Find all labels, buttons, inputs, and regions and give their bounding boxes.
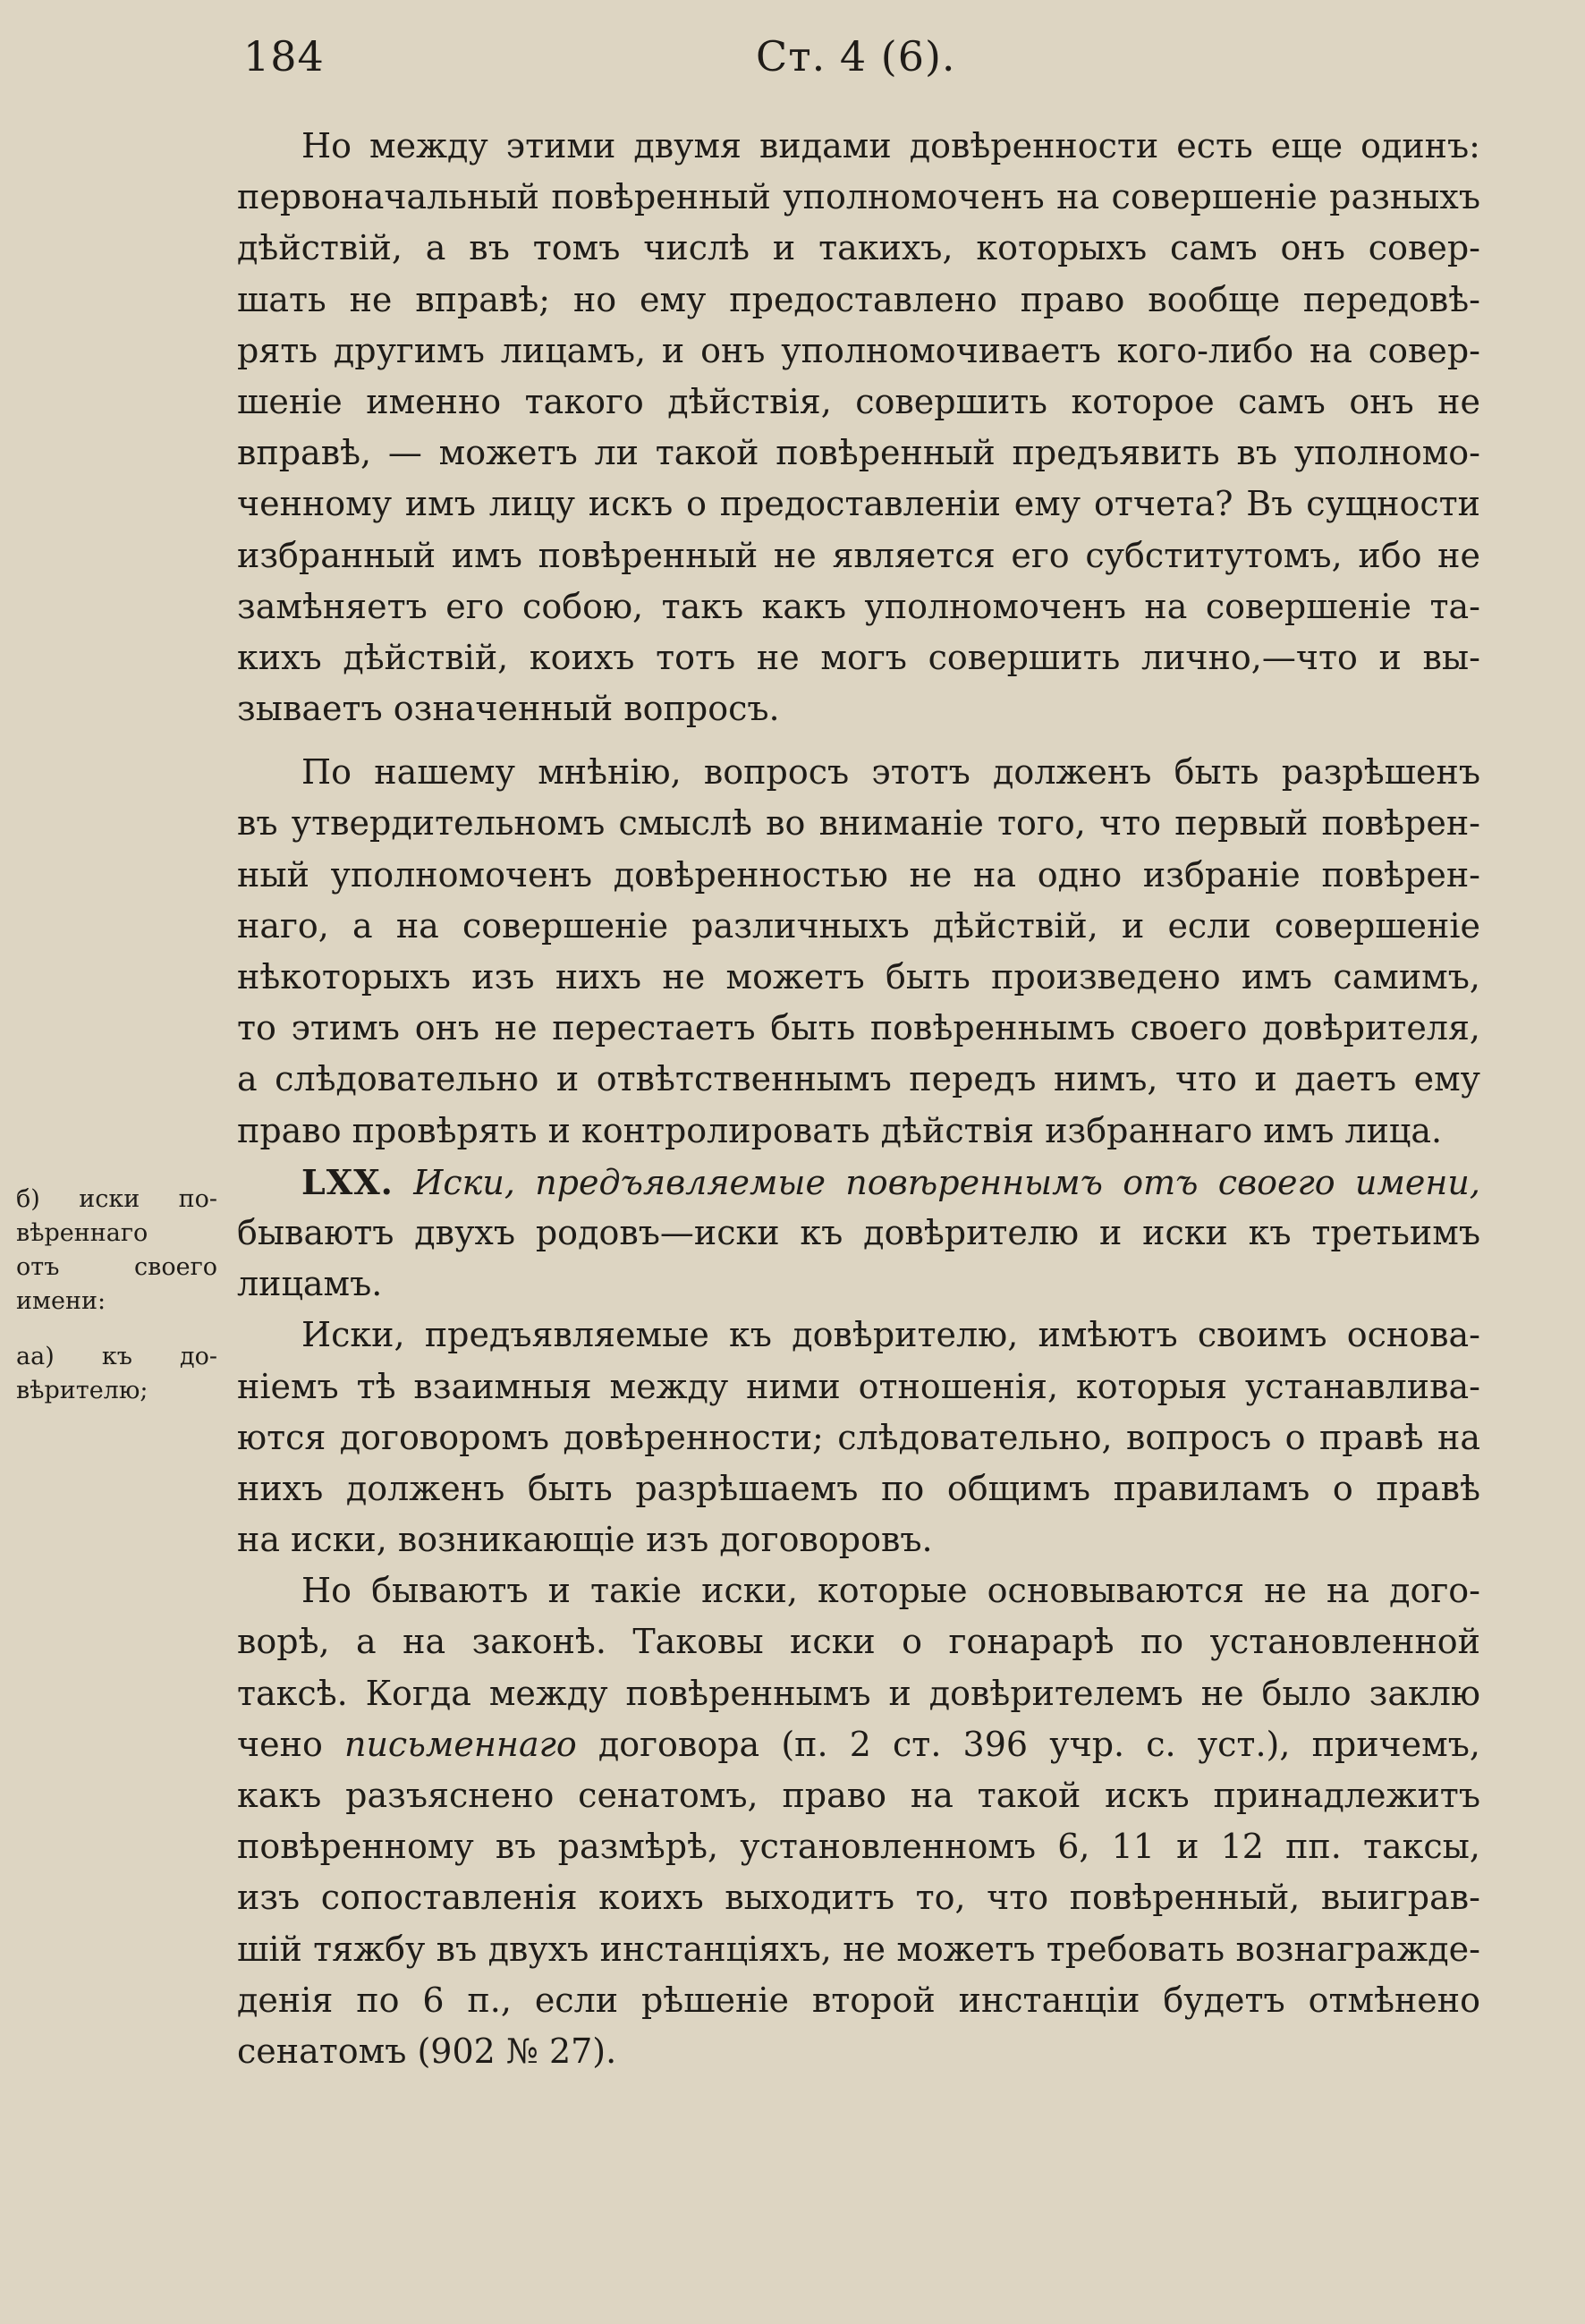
text-line: ченному имъ лицу искъ о предоставленіи ему отчета? Въ сущности (237, 484, 1480, 524)
text-line: вправѣ, — можетъ ли такой повѣренный предъявить въ уполномо- (237, 433, 1480, 473)
text-line: изъ сопоставленія коихъ выходитъ то, что повѣренный, выиграв- (237, 1878, 1480, 1918)
text-line: то этимъ онъ не перестаетъ быть повѣреннымъ своего довѣрителя, (237, 1008, 1480, 1048)
paragraph-5 (237, 1565, 1480, 2077)
text-line: повѣренному въ размѣрѣ, установленномъ 6, 11 и 12 пп. таксы, (237, 1827, 1480, 1867)
section-italic-lead: Иски, предъявляемые повѣреннымъ отъ своего имени, (413, 1162, 1480, 1202)
main-text (237, 121, 1480, 2077)
text-line: кихъ дѣйствій, коихъ тотъ не могъ совершить лично,—что и вы- (237, 637, 1480, 677)
page-header (0, 25, 1585, 88)
text-line: зываетъ означенный вопросъ. (237, 689, 780, 729)
text-line: наго, а на совершеніе различныхъ дѣйствій, и если совершеніе (237, 905, 1480, 946)
text-fragment: чено (237, 1724, 323, 1764)
text-line: какъ разъяснено сенатомъ, право на такой искъ принадлежитъ (237, 1776, 1480, 1815)
text-line: бываютъ двухъ родовъ—иски къ довѣрителю и иски къ третьимъ (237, 1212, 1480, 1252)
text-line: ный уполномоченъ довѣренностью не на одно избраніе повѣрен- (237, 854, 1480, 895)
text-line: нѣкоторыхъ изъ нихъ не можетъ быть произведено имъ самимъ, (237, 957, 1480, 997)
text-line: на иски, возникающіе изъ договоровъ. (237, 1520, 933, 1560)
text-line: лицамъ. (237, 1264, 383, 1304)
text-line: сенатомъ (902 № 27). (237, 2031, 617, 2071)
text-line: таксѣ. Когда между повѣреннымъ и довѣрителемъ не было заклю (237, 1673, 1480, 1713)
text-line: нихъ долженъ быть разрѣшаемъ по общимъ правиламъ о правѣ (237, 1468, 1480, 1508)
text-line (237, 1719, 1480, 1770)
text-line: Но бываютъ и такіе иски, которые основываются не на дого- (301, 1571, 1480, 1611)
text-line: ются договоромъ довѣренности; слѣдовательно, вопросъ о правѣ на (237, 1417, 1480, 1457)
text-line: право провѣрять и контролировать дѣйствія избраннаго имъ лица. (237, 1110, 1443, 1150)
text-line: ніемъ тѣ взаимныя между ними отношенія, которыя устанавлива- (237, 1366, 1480, 1406)
running-title: Ст. 4 (6). (756, 32, 956, 81)
section-heading-line (237, 1157, 1480, 1208)
text-line: шеніе именно такого дѣйствія, совершить которое самъ онъ не (237, 381, 1480, 421)
paragraph-1 (237, 121, 1480, 734)
text-line: денія по 6 п., если рѣшеніе второй инстанціи будетъ отмѣнено (237, 1980, 1480, 2020)
margin-note-line: вѣрителю; (16, 1377, 148, 1404)
text-line: рять другимъ лицамъ, и онъ уполномочиваетъ кого-либо на совер- (237, 330, 1480, 370)
text-line: дѣйствій, а въ томъ числѣ и такихъ, которыхъ самъ онъ совер- (237, 228, 1480, 268)
section-number: LXX. (301, 1161, 394, 1202)
margin-note-line: вѣреннаго (16, 1219, 148, 1247)
text-line: шій тяжбу въ двухъ инстанціяхъ, не можетъ требовать вознагражде- (237, 1929, 1480, 1969)
margin-note-b (16, 1183, 217, 1319)
margin-note-line: б) иски по- (16, 1185, 217, 1213)
margin-note-line: отъ своего (16, 1253, 217, 1281)
text-fragment: договора (п. 2 ст. 396 учр. с. уст.), причемъ, (598, 1724, 1480, 1764)
text-line: первоначальный повѣренный уполномоченъ на совершеніе разныхъ (237, 177, 1480, 217)
section-lxx (237, 1157, 1480, 1310)
text-line: Но между этими двумя видами довѣренности есть еще одинъ: (301, 126, 1480, 165)
paragraph-4 (237, 1310, 1480, 1565)
text-line: шать не вправѣ; но ему предоставлено право вообще передовѣ- (237, 279, 1480, 319)
text-line: замѣняетъ его собою, такъ какъ уполномоченъ на совершеніе та- (237, 586, 1480, 626)
text-line: избранный имъ повѣренный не является его субститутомъ, ибо не (237, 535, 1480, 575)
margin-note-aa (16, 1340, 217, 1408)
text-line: Иски, предъявляемые къ довѣрителю, имѣютъ своимъ основа- (301, 1315, 1480, 1355)
text-line: ворѣ, а на законѣ. Таковы иски о гонарарѣ по установленной (237, 1622, 1480, 1662)
text-line: По нашему мнѣнію, вопросъ этотъ долженъ быть разрѣшенъ (301, 752, 1480, 793)
page-number: 184 (243, 32, 325, 81)
margin-note-line: имени: (16, 1287, 106, 1315)
margin-note-line: аа) къ до- (16, 1343, 217, 1370)
italic-word: письменнаго (343, 1724, 577, 1764)
paragraph-2 (237, 747, 1480, 1157)
text-line: въ утвердительномъ смыслѣ во вниманіе того, что первый повѣрен- (237, 803, 1480, 844)
text-line: а слѣдовательно и отвѣтственнымъ передъ нимъ, что и даетъ ему (237, 1059, 1480, 1099)
